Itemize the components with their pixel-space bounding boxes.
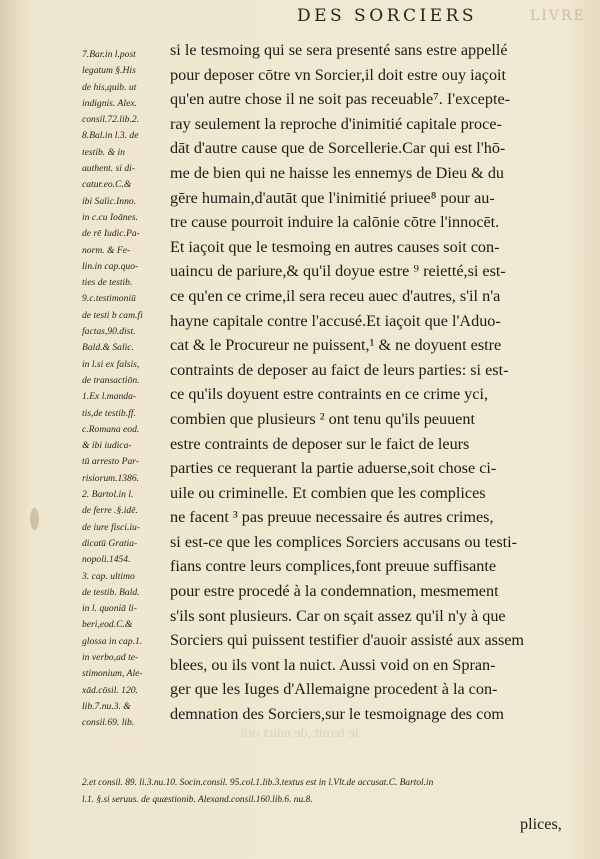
margin-note-line: in c.cu Ioānes. — [82, 211, 138, 223]
body-line: cat & le Procureur ne puissent,¹ & ne doyuent estre — [170, 336, 502, 355]
margin-note-line: de testi b cam.fi — [82, 309, 143, 321]
margin-notes — [82, 47, 169, 731]
margin-note-line: in verbo,ad te- — [82, 651, 139, 663]
margin-note-line: lin.in cap.quo- — [82, 260, 139, 272]
footnote-line: l.1. §.si seruus. de quæstionib. Alexand.consil.160.lib.6. nu.8. — [82, 795, 313, 805]
ghost-running-title: LIVRE — [530, 8, 586, 24]
margin-note-line: c.Romana eod. — [82, 423, 140, 435]
margin-note-line: consil.69. lib. — [82, 717, 135, 729]
body-text — [170, 38, 578, 727]
margin-note-line: 9.c.testimoniū — [82, 293, 136, 305]
body-line: ce qu'en ce crime,il sera receu auec d'autres, s'il n'a — [170, 286, 501, 305]
body-line: blees, ou ils vont la nuict. Aussi void on en Spran- — [170, 655, 496, 674]
margin-note-line: beri,eod.C.& — [82, 619, 133, 631]
running-title: DES SORCIERS — [296, 6, 478, 26]
margin-note-line: de rē Iudic.Pa- — [82, 228, 140, 240]
body-line: uile ou criminelle. Et combien que les complices — [170, 483, 486, 502]
margin-note-line: ties de testib. — [82, 277, 133, 289]
margin-note-line: stimonium, Ale- — [82, 668, 143, 680]
margin-note-line: dicatū Gratia- — [82, 537, 138, 549]
margin-note-line: de transactiōn. — [82, 374, 140, 386]
margin-note-line: 8.Bal.in l.3. de — [82, 130, 139, 142]
body-line: uaincu de pariure,& qu'il doyue estre ⁹ reietté,si est- — [170, 262, 506, 281]
margin-note-line: de testib. Bald. — [82, 586, 140, 598]
catchword: plices, — [520, 815, 562, 833]
body-line: pour deposer cōtre vn Sorcier,il doit estre ouy iaçoit — [170, 65, 507, 84]
body-line: demnation des Sorciers,sur le tesmoignage des com — [170, 705, 505, 724]
margin-note-line: norm. & Fe- — [82, 244, 131, 256]
body-line: contraints de deposer au faict de leurs parties: si est- — [170, 360, 509, 379]
show-through-text: le feroit ,de nuict orit — [240, 726, 359, 741]
margin-note-line: de ferre .§.idē. — [82, 505, 138, 517]
paper-hole-mark — [30, 508, 39, 530]
margin-note-line: consil.72.lib.2. — [82, 114, 140, 126]
body-line: ray seulement la reproche d'inimitié capitale proce- — [170, 114, 502, 133]
body-line: gēre humain,d'autāt que l'inimitié priuee⁸ pour au- — [170, 188, 495, 207]
margin-note-line: testib. & in — [82, 146, 125, 158]
margin-note-line: Bald.& Salic. — [82, 342, 134, 354]
margin-note-line: indignis. Alex. — [82, 97, 137, 109]
margin-note-line: de his,quib. ut — [82, 81, 137, 93]
margin-note-line: xād.cōsil. 120. — [82, 684, 138, 696]
body-line: s'ils sont plusieurs. Car on sçait assez qu'il n'y à que — [170, 606, 506, 625]
body-line: combien que plusieurs ² ont tenu qu'ils peuuent — [170, 409, 475, 428]
body-line: parties ce requerant la partie aduerse,soit chose ci- — [170, 459, 497, 478]
margin-note-line: in l.si ex falsis, — [82, 358, 140, 370]
margin-note-line: 2. Bartol.in l. — [82, 489, 134, 501]
body-line: qu'en autre chose il ne soit pas receuable⁷. I'excepte- — [170, 90, 511, 109]
body-line: si est-ce que les complices Sorciers accusans ou testi- — [170, 532, 518, 551]
margin-note-line: risiorum.1386. — [82, 472, 140, 484]
margin-note-line: tū arresto Par- — [82, 456, 140, 468]
margin-note-line: 3. cap. ultimo — [82, 570, 135, 582]
body-line: tre cause pourroit induire la calōnie cōtre l'innocēt. — [170, 213, 500, 232]
body-line: Et iaçoit que le tesmoing en autres causes soit con- — [170, 237, 500, 256]
margin-note-line: legatum §.His — [82, 65, 136, 77]
margin-note-line: nopoli.1454. — [82, 554, 131, 566]
body-line: dāt d'autre cause que de Sorcellerie.Car qui est l'hō- — [170, 139, 506, 158]
body-line: si le tesmoing qui se sera presenté sans estre appellé — [170, 41, 508, 59]
body-line: ce qu'ils doyuent estre contraints en ce crime yci, — [170, 385, 489, 404]
body-line: ne facent ³ pas preuue necessaire és autres crimes, — [170, 508, 494, 527]
footnote-line: 2.et consil. 89. li.3.nu.10. Socin.consil. 95.col.1.lib.3.textus est in l.Vlt.de accusat.C. Bartol.in — [82, 778, 434, 788]
body-line: estre contraints de deposer sur le faict de leurs — [170, 434, 470, 453]
margin-note-line: catur.eo.C.& — [82, 179, 132, 191]
margin-note-line: factas,90.dist. — [82, 326, 136, 338]
margin-note-line: & ibi iudica- — [82, 440, 132, 452]
margin-note-line: 7.Bar.in l.post — [82, 49, 136, 60]
footnotes — [82, 775, 582, 809]
margin-note-line: lib.7.nu.3. & — [82, 700, 131, 712]
margin-note-line: ibi Salic.Inno. — [82, 195, 137, 207]
body-line: me de bien qui ne haisse les ennemys de Dieu & du — [170, 163, 505, 182]
margin-note-line: de iure fisci.iu- — [82, 521, 140, 533]
margin-note-line: glossa in cap.1. — [82, 635, 143, 647]
body-line: hayne capitale contre l'accusé.Et iaçoit que l'Aduo- — [170, 311, 501, 330]
body-line: ger que les Iuges d'Allemaigne procedent à la con- — [170, 680, 498, 699]
body-line: Sorciers qui puissent testifier d'auoir assisté aux assem — [170, 631, 525, 650]
margin-note-line: 1.Ex l.manda- — [82, 391, 137, 403]
margin-note-line: tis,de testib.ff. — [82, 407, 136, 419]
margin-note-line: authent. si di- — [82, 163, 136, 175]
margin-note-line: in l. quoniā li- — [82, 603, 137, 615]
body-line: pour estre procedé à la condemnation, mesmement — [170, 582, 499, 601]
body-line: fians contre leurs complices,font preuue suffisante — [170, 557, 497, 576]
